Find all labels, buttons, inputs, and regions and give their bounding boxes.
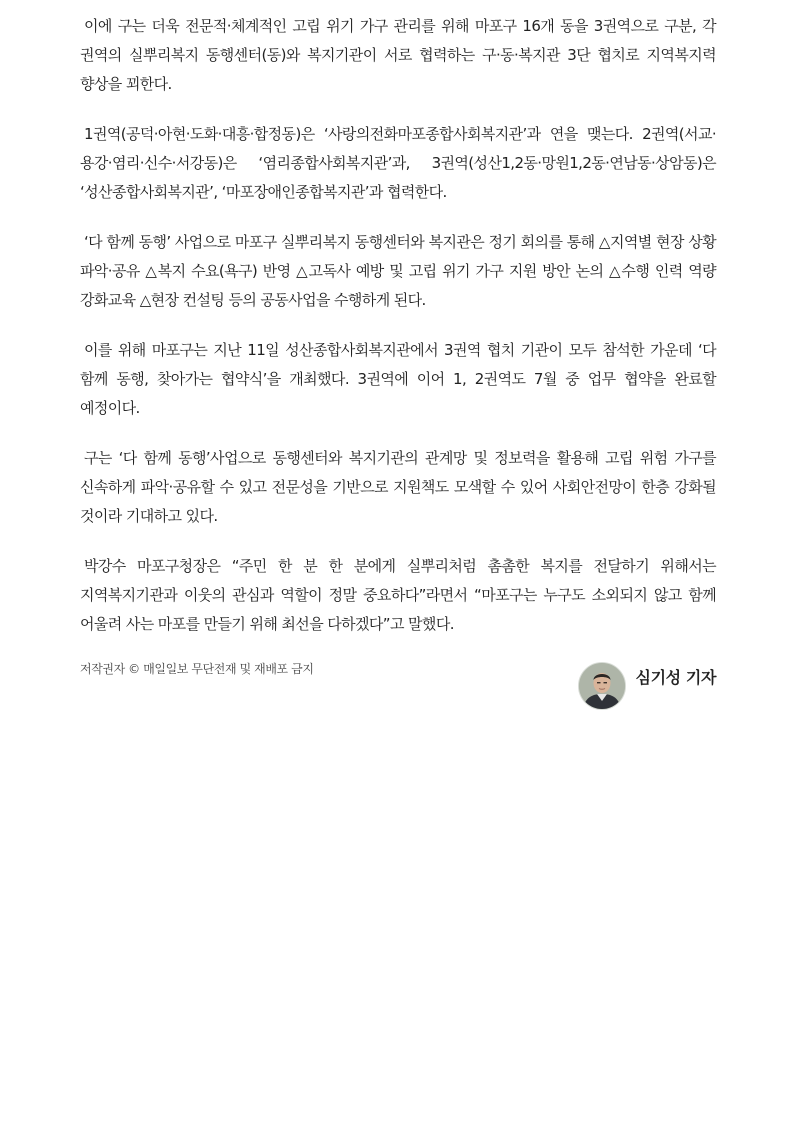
article-paragraph-3: ‘다 함께 동행’ 사업으로 마포구 실뿌리복지 동행센터와 복지관은 정기 회의를 통해 △지역별 현장 상황 파악·공유 △복지 수요(욕구) 반영 △고독사 예방 및 고립 위기 가구 지원 방안 논의 △수행 인력 역량 강화교육 △현장 컨설팅 등의 공동사업을 수행하게 된다. — [80, 233, 716, 309]
reporter-byline[interactable] — [578, 662, 716, 710]
article-paragraph-6: 박강수 마포구청장은 “주민 한 분 한 분에게 실뿌리처럼 촘촘한 복지를 전달하기 위해서는 지역복지기관과 이웃의 관심과 역할이 정말 중요하다”라면서 “마포구는 누구도 소외되지 않고 함께 어울려 사는 마포를 만들기 위해 최선을 다하겠다”고 말했다. — [80, 557, 716, 633]
article-paragraph-1: 이에 구는 더욱 전문적·체계적인 고립 위기 가구 관리를 위해 마포구 16개 동을 3권역으로 구분, 각 권역의 실뿌리복지 동행센터(동)와 복지기관이 서로 협력하는 구·동·복지관 3단 협치로 지역복지력 향상을 꾀한다. — [80, 17, 716, 93]
article-paragraph-5: 구는 ‘다 함께 동행’사업으로 동행센터와 복지기관의 관계망 및 정보력을 활용해 고립 위험 가구를 신속하게 파악·공유할 수 있고 전문성을 기반으로 지원책도 모색할 수 있어 사회안전망이 한층 강화될 것이라 기대하고 있다. — [80, 449, 716, 525]
article-body — [80, 12, 716, 678]
reporter-name[interactable]: 심기성 기자 — [635, 667, 716, 687]
reporter-photo-icon[interactable] — [578, 662, 626, 710]
article-paragraph-2: 1권역(공덕·아현·도화·대흥·합정동)은 ‘사랑의전화마포종합사회복지관’과 연을 맺는다. 2권역(서교·용강·염리·신수·서강동)은 ‘염리종합사회복지관’과, 3권역(성산1,2동·망원1,2동·연남동·상암동)은 ‘성산종합사회복지관’, ‘마포장애인종합복지관’과 협력한다. — [80, 125, 716, 201]
copyright-notice: 저작권자 © 매일일보 무단전재 및 재배포 금지 — [80, 662, 314, 676]
article-paragraph-4: 이를 위해 마포구는 지난 11일 성산종합사회복지관에서 3권역 협치 기관이 모두 참석한 가운데 ‘다 함께 동행, 찾아가는 협약식’을 개최했다. 3권역에 이어 1, 2권역도 7월 중 업무 협약을 완료할 예정이다. — [80, 341, 716, 417]
